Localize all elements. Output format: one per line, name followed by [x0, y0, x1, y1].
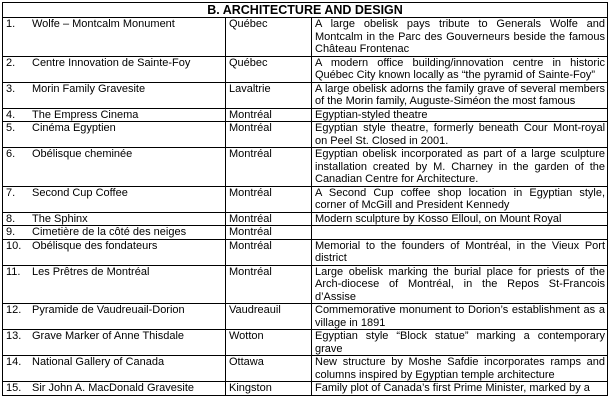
row-number: 4. [6, 108, 16, 121]
site-description: A large obelisk pays tribute to Generals Wolfe and Montcalm in the Parc des Gouverneurs beside the famous Château Frontenac [312, 18, 608, 57]
site-name: Les Prêtres de Montréal [32, 265, 150, 278]
row-number: 12. [6, 304, 22, 316]
table-row [3, 226, 608, 240]
site-name-cell [3, 382, 226, 396]
row-number: 15. [6, 382, 22, 394]
row-number: 3. [6, 82, 16, 95]
site-name: Second Cup Coffee [32, 186, 128, 199]
site-name-cell [3, 356, 226, 382]
site-name-cell [3, 304, 226, 330]
table-row [3, 148, 608, 187]
site-name: National Gallery of Canada [32, 356, 165, 368]
site-name: Grave Marker of Anne Thisdale [32, 330, 185, 342]
table-row [3, 108, 608, 122]
table-row [3, 239, 608, 265]
row-number: 9. [6, 226, 16, 238]
site-name: The Sphinx [32, 212, 88, 225]
table-row [3, 330, 608, 356]
site-name-cell [3, 330, 226, 356]
site-name: Wolfe – Montcalm Monument [32, 18, 175, 30]
site-name-cell [3, 239, 226, 265]
site-name-cell [3, 212, 226, 226]
table-row [3, 82, 608, 108]
site-name: Cimetière de la côté des neiges [32, 226, 187, 238]
site-name-cell [3, 265, 226, 304]
row-number: 14. [6, 356, 22, 368]
section-header-row [3, 3, 608, 18]
site-description: Modern sculpture by Kosso Elloul, on Mount Royal [312, 212, 608, 226]
site-description: A modern office building/innovation centre in historic Québec City known locally as “the pyramid of Sainte-Foy” [312, 56, 608, 82]
site-city: Montréal [226, 212, 312, 226]
site-name: Sir John A. MacDonald Gravesite [32, 382, 195, 394]
row-number: 8. [6, 212, 16, 225]
site-name: The Empress Cinema [32, 108, 139, 121]
site-city: Québec [226, 18, 312, 57]
architecture-table [2, 2, 608, 396]
row-number: 11. [6, 265, 21, 278]
row-number: 2. [6, 56, 16, 69]
table-row [3, 265, 608, 304]
site-city: Montréal [226, 108, 312, 122]
site-city: Montréal [226, 239, 312, 265]
table-row [3, 356, 608, 382]
site-description: Commemorative monument to Dorion’s establishment as a village in 1891 [312, 304, 608, 330]
site-description: Egyptian style theatre, formerly beneath Cour Mont-royal on Peel St. Closed in 2001. [312, 122, 608, 148]
site-city: Montréal [226, 148, 312, 187]
site-name: Cinéma Egyptien [32, 122, 116, 134]
row-number: 7. [6, 186, 16, 199]
site-city: Wotton [226, 330, 312, 356]
site-description: New structure by Moshe Safdie incorporates ramps and columns inspired by Egyptian temple architecture [312, 356, 608, 382]
table-row [3, 56, 608, 82]
row-number: 1. [6, 18, 16, 30]
site-name-cell [3, 18, 226, 57]
site-name: Obélisque cheminée [32, 148, 133, 160]
table-row [3, 18, 608, 57]
site-city: Ottawa [226, 356, 312, 382]
table-body [3, 18, 608, 396]
site-city: Kingston [226, 382, 312, 396]
site-city: Montréal [226, 186, 312, 212]
table-row [3, 304, 608, 330]
site-name-cell [3, 186, 226, 212]
site-description: Large obelisk marking the burial place for priests of the Arch-diocese of Montréal, in the Repos St-Francois d’Assise [312, 265, 608, 304]
site-name: Centre Innovation de Sainte-Foy [32, 56, 191, 69]
table-row [3, 382, 608, 396]
site-name: Pyramide de Vaudreuail-Dorion [32, 304, 185, 316]
site-name-cell [3, 56, 226, 82]
table-row [3, 186, 608, 212]
site-city: Québec [226, 56, 312, 82]
row-number: 5. [6, 122, 16, 134]
site-name-cell [3, 122, 226, 148]
site-description: Memorial to the founders of Montréal, in the Vieux Port district [312, 239, 608, 265]
site-city: Vaudreauil [226, 304, 312, 330]
site-description: A large obelisk adorns the family grave of several members of the Morin family, Auguste-Siméon the most famous [312, 82, 608, 108]
site-description: Egyptian style “Block statue” marking a contemporary grave [312, 330, 608, 356]
site-name-cell [3, 148, 226, 187]
site-name-cell [3, 226, 226, 240]
site-name: Morin Family Gravesite [32, 82, 146, 95]
row-number: 10. [6, 239, 22, 252]
site-name-cell [3, 108, 226, 122]
site-description: Egyptian-styled theatre [312, 108, 608, 122]
site-name-cell [3, 82, 226, 108]
document-page [2, 2, 614, 411]
site-description [312, 226, 608, 240]
table-row [3, 122, 608, 148]
row-number: 13. [6, 330, 22, 342]
site-city: Montréal [226, 265, 312, 304]
site-description: A Second Cup coffee shop location in Egyptian style, corner of McGill and President Kennedy [312, 186, 608, 212]
section-title: B. ARCHITECTURE AND DESIGN [3, 3, 608, 18]
site-description: Egyptian obelisk incorporated as part of a large sculpture installation created by M. Charney in the garden of the Canadian Centre for Architecture. [312, 148, 608, 187]
site-city: Montréal [226, 226, 312, 240]
site-city: Lavaltrie [226, 82, 312, 108]
row-number: 6. [6, 148, 16, 160]
site-city: Montréal [226, 122, 312, 148]
site-name: Obélisque des fondateurs [32, 239, 158, 252]
table-row [3, 212, 608, 226]
site-description: Family plot of Canada’s first Prime Minister, marked by a [312, 382, 608, 396]
